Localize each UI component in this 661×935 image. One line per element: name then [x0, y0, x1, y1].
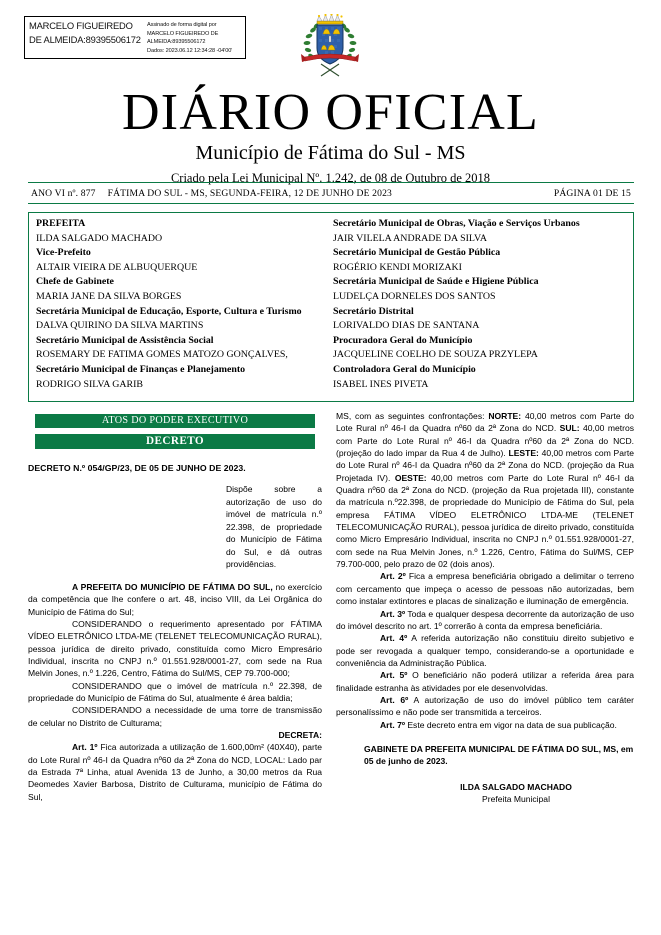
- considerando-3: CONSIDERANDO a necessidade de uma torre de transmissão de celular no Distrito de Culturama;: [28, 705, 322, 728]
- article-1: [28, 741, 322, 803]
- article-1-continued: [336, 410, 634, 570]
- article-5: [336, 669, 634, 694]
- decree-summary: Dispõe sobre a autorização de uso do imóvel de matrícula n.º 22.398, de propriedade do Município de Fátima do Sul, e dá outras providências.: [226, 484, 322, 570]
- officials-column-left: [29, 217, 328, 401]
- official-role: Vice-Prefeito: [36, 247, 91, 259]
- boundary-west-label: OESTE:: [394, 472, 427, 483]
- article-3: [336, 608, 634, 633]
- official-name: RODRIGO SILVA GARIB: [36, 378, 143, 390]
- boundary-east-label: LESTE:: [508, 448, 539, 459]
- official-name: ALTAIR VIEIRA DE ALBUQUERQUE: [36, 261, 198, 273]
- section-bar-atos-poder-executivo: ATOS DO PODER EXECUTIVO: [35, 414, 315, 428]
- official-name: DALVA QUIRINO DA SILVA MARTINS: [36, 320, 204, 332]
- article-1-cont-intro: MS, com as seguintes confrontações:: [336, 411, 489, 421]
- issue-date: FÁTIMA DO SUL - MS, SEGUNDA-FEIRA, 12 DE JUNHO DE 2023: [107, 187, 392, 199]
- signature-details: [147, 19, 242, 55]
- official-name: ISABEL INES PIVETA: [333, 378, 429, 390]
- article-2-label: Art. 2º: [380, 571, 406, 582]
- article-2: [336, 570, 634, 607]
- boundary-east-text: 40,00 metros com Parte do Lote Rural nº 46-I da Quadra nº60 da 2ª Zona do NCD. (projeção da Rua Projetada IV).: [336, 448, 634, 483]
- officials-box: [28, 212, 634, 402]
- signer-name: ILDA SALGADO MACHADO: [460, 781, 572, 792]
- boundary-north-text: 40,00 metros com Parte do Lote Rural nº 46-I da Quadra nº60 da 2ª Zona do NCD.: [336, 411, 634, 434]
- official-role: Secretário Municipal de Finanças e Planejamento: [36, 363, 246, 375]
- official-name: MARIA JANE DA SILVA BORGES: [36, 290, 182, 302]
- article-4: [336, 632, 634, 669]
- article-5-text: O beneficiário não poderá utilizar a referida área para finalidade estranha às atividades por ele desenvolvidas.: [336, 670, 634, 693]
- article-7: [336, 719, 634, 731]
- official-name: LUDELÇA DORNELES DOS SANTOS: [333, 290, 496, 302]
- official-role: PREFEITA: [36, 218, 86, 229]
- official-name: JAIR VILELA ANDRADE DA SILVA: [333, 232, 488, 244]
- article-3-text: Toda e qualquer despesa decorrente da autorização de uso do imóvel descrito no art. 1º correrão à conta da empresa beneficiária.: [336, 608, 634, 631]
- boundary-south-label: SUL:: [559, 423, 580, 434]
- masthead-law-reference: Criado pela Lei Municipal Nº. 1.242, de 08 de Outubro de 2018: [170, 171, 491, 185]
- issue-number: ANO VI nº. 877: [31, 187, 96, 199]
- article-3-label: Art. 3º: [380, 608, 406, 619]
- official-name: ROGÉRIO KENDI MORIZAKI: [333, 261, 462, 273]
- decree-closing-location-date: GABINETE DA PREFEITA MUNICIPAL DE FÁTIMA DO SUL, MS, em 05 de junho de 2023.: [364, 743, 634, 767]
- article-5-label: Art. 5º: [380, 670, 408, 681]
- boundary-north-label: NORTE:: [488, 411, 522, 421]
- signer-role: Prefeita Municipal: [482, 793, 550, 804]
- article-2-text: Fica a empresa beneficiária obrigado a delimitar o terreno com cercamento que impeça o acesso de pessoas não autorizadas, bem como instalar extintores e placas de sinalização e iluminação de emergência.: [336, 571, 634, 607]
- issue-info-bar: [28, 182, 634, 204]
- page-indicator: PÁGINA 01 DE 15: [553, 187, 631, 199]
- signature-detail-line-1: Assinado de forma digital por: [147, 22, 217, 28]
- signature-detail-line-2: MARCELO FIGUEIREDO DE: [147, 30, 219, 37]
- considerando-1: CONSIDERANDO o requerimento apresentado por FÁTIMA VÍDEO ELETRÔNICO LTDA-ME (TELENET TELECOMUNICAÇÃO RURAL), pessoa jurídica de direito privado, constituída como Micro Empresário Individual, inscrita no CNPJ n.º 01.551.928/0001-27, com sede na Rua Melvin Jones, n.º 1.226, Centro, Fátima do Sul/MS, CEP 79.700-000;: [28, 618, 322, 679]
- masthead: [0, 86, 661, 186]
- article-1-label: Art. 1º: [72, 742, 98, 753]
- decree-preamble: [28, 581, 322, 618]
- official-role: Secretária Municipal de Saúde e Higiene Pública: [333, 276, 539, 288]
- masthead-subtitle: Município de Fátima do Sul - MS: [195, 142, 466, 164]
- official-role: Controladora Geral do Município: [333, 363, 476, 375]
- official-role: Secretário Distrital: [333, 305, 414, 317]
- body-column-left: [28, 462, 322, 803]
- digital-signature-stamp: [24, 16, 246, 59]
- officials-column-right: [328, 217, 633, 401]
- official-role: Secretário Municipal de Obras, Viação e Serviços Urbanos: [333, 218, 580, 229]
- official-name: ROSEMARY DE FATIMA GOMES MATOZO GONÇALVES,: [36, 349, 288, 361]
- official-role: Procuradora Geral do Município: [333, 334, 473, 346]
- boundary-south-text: 40,00 metros com Parte do Lote Rural nº 46-I da Quadra nº60 da 2ª Zona do NCD. (projeção do lado impar da Rua 4 de Julho).: [336, 423, 634, 459]
- section-bar-decreto: DECRETO: [35, 434, 315, 449]
- decree-title: DECRETO N.º 054/GP/23, DE 05 DE JUNHO DE 2023.: [28, 463, 246, 473]
- signature-subject-name: MARCELO FIGUEIREDO DE ALMEIDA:89395506172: [29, 20, 141, 45]
- official-role: Secretário Municipal de Assistência Social: [36, 334, 214, 346]
- article-4-label: Art. 4º: [380, 633, 408, 644]
- signature-detail-line-4: Dados: 2023.06.12 12:34:28 -04'00': [147, 47, 233, 54]
- body-column-right: [336, 410, 634, 805]
- considerando-2: CONSIDERANDO que o imóvel de matrícula n.º 22.398, de propriedade do Município de Fátima do Sul, atualmente é área baldia;: [28, 680, 322, 703]
- official-name: LORIVALDO DIAS DE SANTANA: [333, 320, 480, 332]
- decreta-label: DECRETA:: [278, 730, 322, 741]
- preamble-bold-text: A PREFEITA DO MUNICÍPIO DE FÁTIMA DO SUL,: [72, 581, 273, 592]
- official-role: Chefe de Gabinete: [36, 276, 114, 288]
- boundary-west-text: 40,00 metros com Parte do Lote Rural nº 46-I da Quadra nº60 da 2ª Zona do NCD. (projeção da Rua projetada III), constante da matrícula n.º22.398, de propriedade do Município de Fátima do Sul, pela empresa FÁTIMA VÍDEO ELETRÔNICO LTDA-ME (TELENET TELECOMUNICAÇÃO RURAL), pessoa jurídica de direito privado, constituída como Micro Empresário Individual, inscrita no CNPJ n.º 01.551.928/0001-27, com sede na Rua Melvin Jones, n.º 1.226, Centro, Fátima do Sul/MS, CEP 79.700-000, pelo prazo de 02 (dois anos).: [336, 472, 634, 570]
- article-6: [336, 694, 634, 719]
- official-role: Secretária Municipal de Educação, Esporte, Cultura e Turismo: [36, 305, 302, 317]
- article-4-text: A referida autorização não constituiu direito subjetivo e pode ser revogada a qualquer tempo, considerando-se a oportunidade e conveniência da Administração Pública.: [336, 633, 634, 668]
- article-6-label: Art. 6º: [380, 694, 409, 705]
- preamble-rest-text: no exercício da competência que lhe confere o art. 48, inciso VIII, da Lei Orgânica do Município de Fátima do Sul;: [28, 581, 322, 617]
- signature-detail-line-3: ALMEIDA:89395506172: [147, 39, 206, 46]
- coat-of-arms-icon: [297, 14, 363, 80]
- official-role: Secretário Municipal de Gestão Pública: [333, 247, 501, 259]
- article-6-text: A autorização de uso do imóvel público tem caráter personalíssimo e não pode ser transmitida a terceiros.: [336, 694, 634, 718]
- article-7-label: Art. 7º: [380, 719, 405, 730]
- official-name: JACQUELINE COELHO DE SOUZA PRZYLEPA: [333, 349, 538, 361]
- page-title: DIÁRIO OFICIAL: [122, 84, 539, 141]
- article-1-text: Fica autorizada a utilização de 1.600,00m² (40X40), parte do Lote Rural nº 46-I da Quadra nº60 da 2ª Zona do NCD, LOCAL: Lado par da Estrada 7ª Linha, atual Avenida 13 de Junho, a 30,00 metros da Rua Deomedes Xavier Barbosa, Distrito de Culturama, município de Fátima do Sul,: [28, 742, 322, 802]
- official-name: ILDA SALGADO MACHADO: [36, 232, 163, 244]
- article-7-text: Este decreto entra em vigor na data de sua publicação.: [404, 719, 617, 730]
